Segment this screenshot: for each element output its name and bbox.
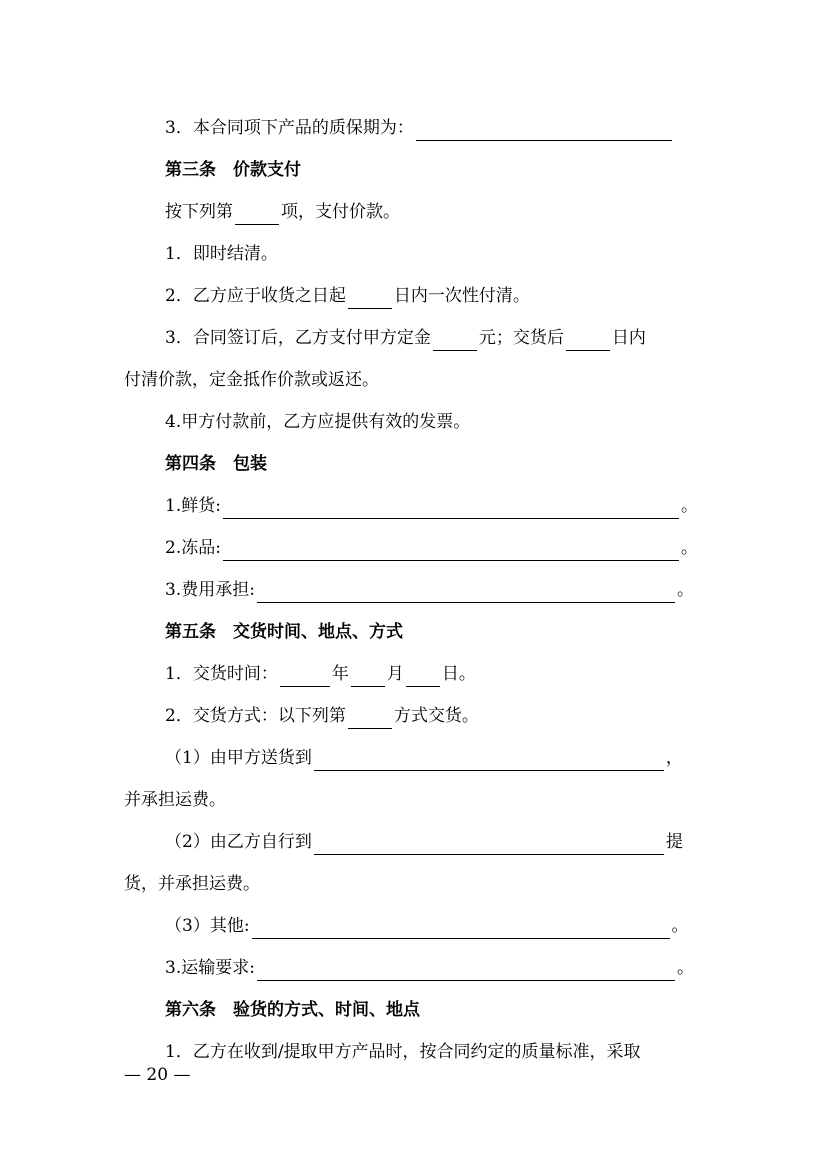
fill-blank-month[interactable] — [351, 666, 385, 687]
text: （3）其他: — [165, 916, 250, 936]
fill-blank[interactable] — [223, 498, 679, 519]
clause-delivery-method — [165, 703, 479, 729]
clause-frozen-goods — [165, 535, 698, 561]
fill-blank[interactable] — [348, 708, 392, 729]
fill-blank[interactable] — [257, 582, 675, 603]
article-4-heading: 第四条 包装 — [165, 454, 267, 474]
text: 3．合同签订后，乙方支付甲方定金 — [165, 328, 431, 348]
clause-seller-delivers — [165, 745, 683, 771]
clause-buyer-picks-up-cont: 货，并承担运费。 — [124, 874, 260, 894]
text: （2）由乙方自行到 — [165, 832, 312, 852]
fill-blank[interactable] — [257, 960, 675, 981]
text: 元；交货后 — [478, 328, 564, 348]
page-number: — 20 — — [124, 1065, 191, 1085]
clause-cost-bearing — [165, 577, 694, 603]
text: 。 — [671, 916, 689, 936]
text: 日。 — [441, 664, 476, 684]
text: 年 — [331, 664, 349, 684]
text: 。 — [680, 538, 698, 558]
clause-deposit-cont: 付清价款，定金抵作价款或返还。 — [124, 370, 379, 390]
article-5-heading: 第五条 交货时间、地点、方式 — [165, 622, 403, 642]
text: （1）由甲方送货到 — [165, 748, 312, 768]
fill-blank[interactable] — [314, 834, 664, 855]
clause-other — [165, 913, 689, 939]
clause-payment-option — [165, 199, 400, 225]
fill-blank[interactable] — [223, 540, 679, 561]
text: 方式交货。 — [393, 706, 479, 726]
clause-seller-delivers-cont: 并承担运费。 — [124, 790, 226, 810]
article-3-heading: 第三条 价款支付 — [165, 160, 301, 180]
clause-warranty-period — [165, 115, 674, 141]
clause-invoice: 4.甲方付款前，乙方应提供有效的发票。 — [165, 412, 471, 432]
clause-lump-sum — [165, 283, 530, 309]
text: 。 — [676, 580, 694, 600]
fill-blank[interactable] — [314, 750, 664, 771]
clause-deposit — [165, 325, 646, 351]
text: 3.运输要求: — [165, 958, 255, 978]
fill-blank[interactable] — [252, 918, 670, 939]
fill-blank[interactable] — [348, 288, 392, 309]
text: 2．交货方式：以下列第 — [165, 706, 346, 726]
clause-buyer-picks-up — [165, 829, 683, 855]
fill-blank-day[interactable] — [406, 666, 440, 687]
text: 提 — [665, 832, 683, 852]
article-6-heading: 第六条 验货的方式、时间、地点 — [165, 1000, 420, 1020]
fill-blank[interactable] — [433, 330, 477, 351]
clause-immediate-payment: 1．即时结清。 — [165, 244, 278, 264]
text: 。 — [680, 496, 698, 516]
fill-blank[interactable] — [416, 120, 672, 141]
text: 1．交货时间： — [165, 664, 278, 684]
clause-inspection: 1．乙方在收到/提取甲方产品时，按合同约定的质量标准，采取 — [165, 1042, 641, 1062]
clause-transport-req — [165, 955, 694, 981]
text: 。 — [676, 958, 694, 978]
text: 日内一次性付清。 — [393, 286, 530, 306]
fill-blank[interactable] — [566, 330, 610, 351]
text: 3.费用承担: — [165, 580, 255, 600]
text: 月 — [386, 664, 404, 684]
clause-fresh-goods — [165, 493, 698, 519]
text: 1.鲜货: — [165, 496, 221, 516]
text: 按下列第 — [165, 202, 233, 222]
text: 日内 — [611, 328, 646, 348]
text: 项，支付价款。 — [281, 202, 400, 222]
clause-delivery-time — [165, 661, 476, 687]
text: 2.冻品: — [165, 538, 221, 558]
text: ， — [665, 748, 683, 768]
text: 2．乙方应于收货之日起 — [165, 286, 346, 306]
fill-blank-year[interactable] — [280, 666, 330, 687]
text: 3．本合同项下产品的质保期为： — [165, 118, 414, 138]
fill-blank[interactable] — [235, 204, 279, 225]
